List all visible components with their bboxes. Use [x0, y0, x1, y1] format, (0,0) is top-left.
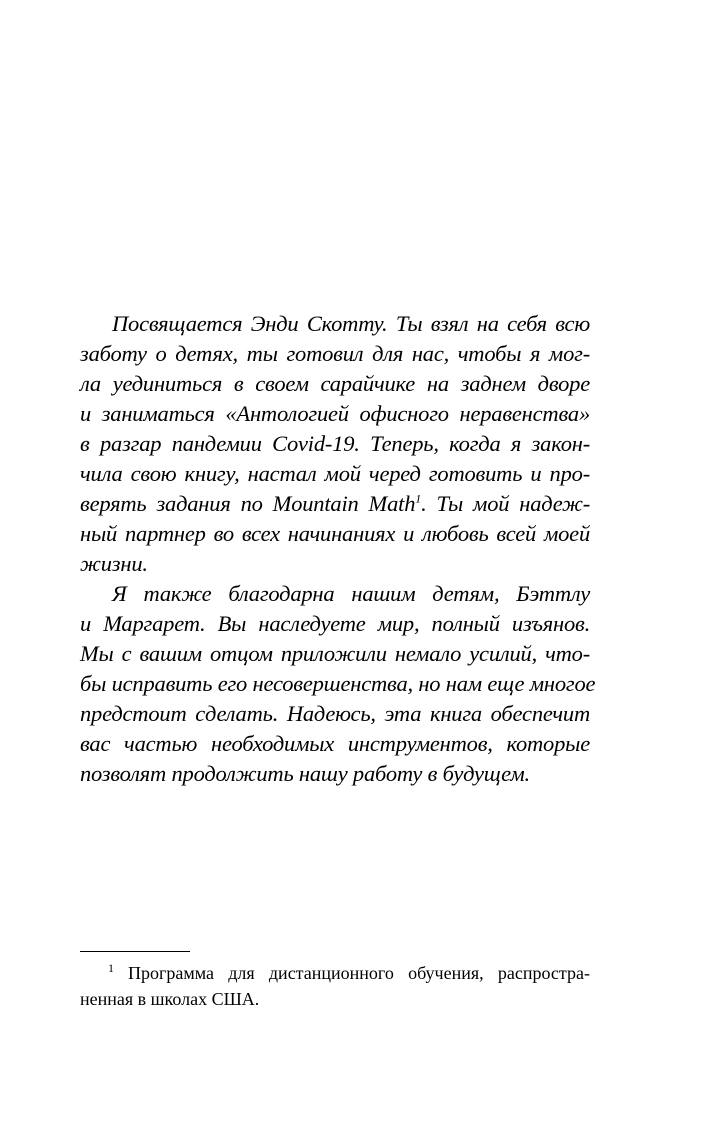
dedication-line-with-footnote: [80, 489, 590, 519]
dedication-line: ный партнер во всех начинаниях и любовь всей моей: [80, 521, 590, 546]
dedication-line: заботу о детях, ты готовил для нас, чтобы я мог-: [80, 341, 590, 366]
dedication-line-part: верять задания по Mountain Math: [80, 491, 416, 516]
dedication-line: предстоит сделать. Надеюсь, эта книга обеспечит: [80, 701, 590, 726]
dedication-text: [80, 309, 596, 789]
dedication-line: Посвящается Энди Скотту. Ты взял на себя всю: [112, 311, 590, 336]
footnote-line: ненная в школах США.: [80, 989, 260, 1009]
footnote-line: [80, 960, 590, 986]
dedication-line: ла уединиться в своем сарайчике на заднем дворе: [80, 371, 590, 396]
footnote-divider: [80, 951, 190, 952]
footnote-marker: 1: [108, 961, 114, 975]
dedication-line: позволят продолжить нашу работу в будущем.: [80, 761, 530, 786]
dedication-line-part: . Ты мой надеж-: [421, 491, 590, 516]
dedication-line: бы исправить его несовершенства, но нам еще многое: [80, 671, 596, 696]
footnote: [80, 960, 590, 1012]
dedication-line: и заниматься «Антологией офисного неравенства»: [80, 401, 590, 426]
dedication-line: Мы с вашим отцом приложили немало усилий, что-: [80, 641, 590, 666]
dedication-line: в разгар пандемии Covid-19. Теперь, когда я закон-: [80, 431, 590, 456]
footnote-text: Программа для дистанционного обучения, распростра-: [128, 963, 590, 983]
dedication-line: жизни.: [80, 551, 148, 576]
dedication-line: чила свою книгу, настал мой черед готовить и про-: [80, 461, 590, 486]
footnote-reference[interactable]: 1: [415, 491, 422, 506]
dedication-line: вас частью необходимых инструментов, которые: [80, 731, 590, 756]
dedication-line: и Маргарет. Вы наследуете мир, полный изъянов.: [80, 611, 590, 636]
dedication-line: Я также благодарна нашим детям, Бэттлу: [112, 581, 590, 606]
